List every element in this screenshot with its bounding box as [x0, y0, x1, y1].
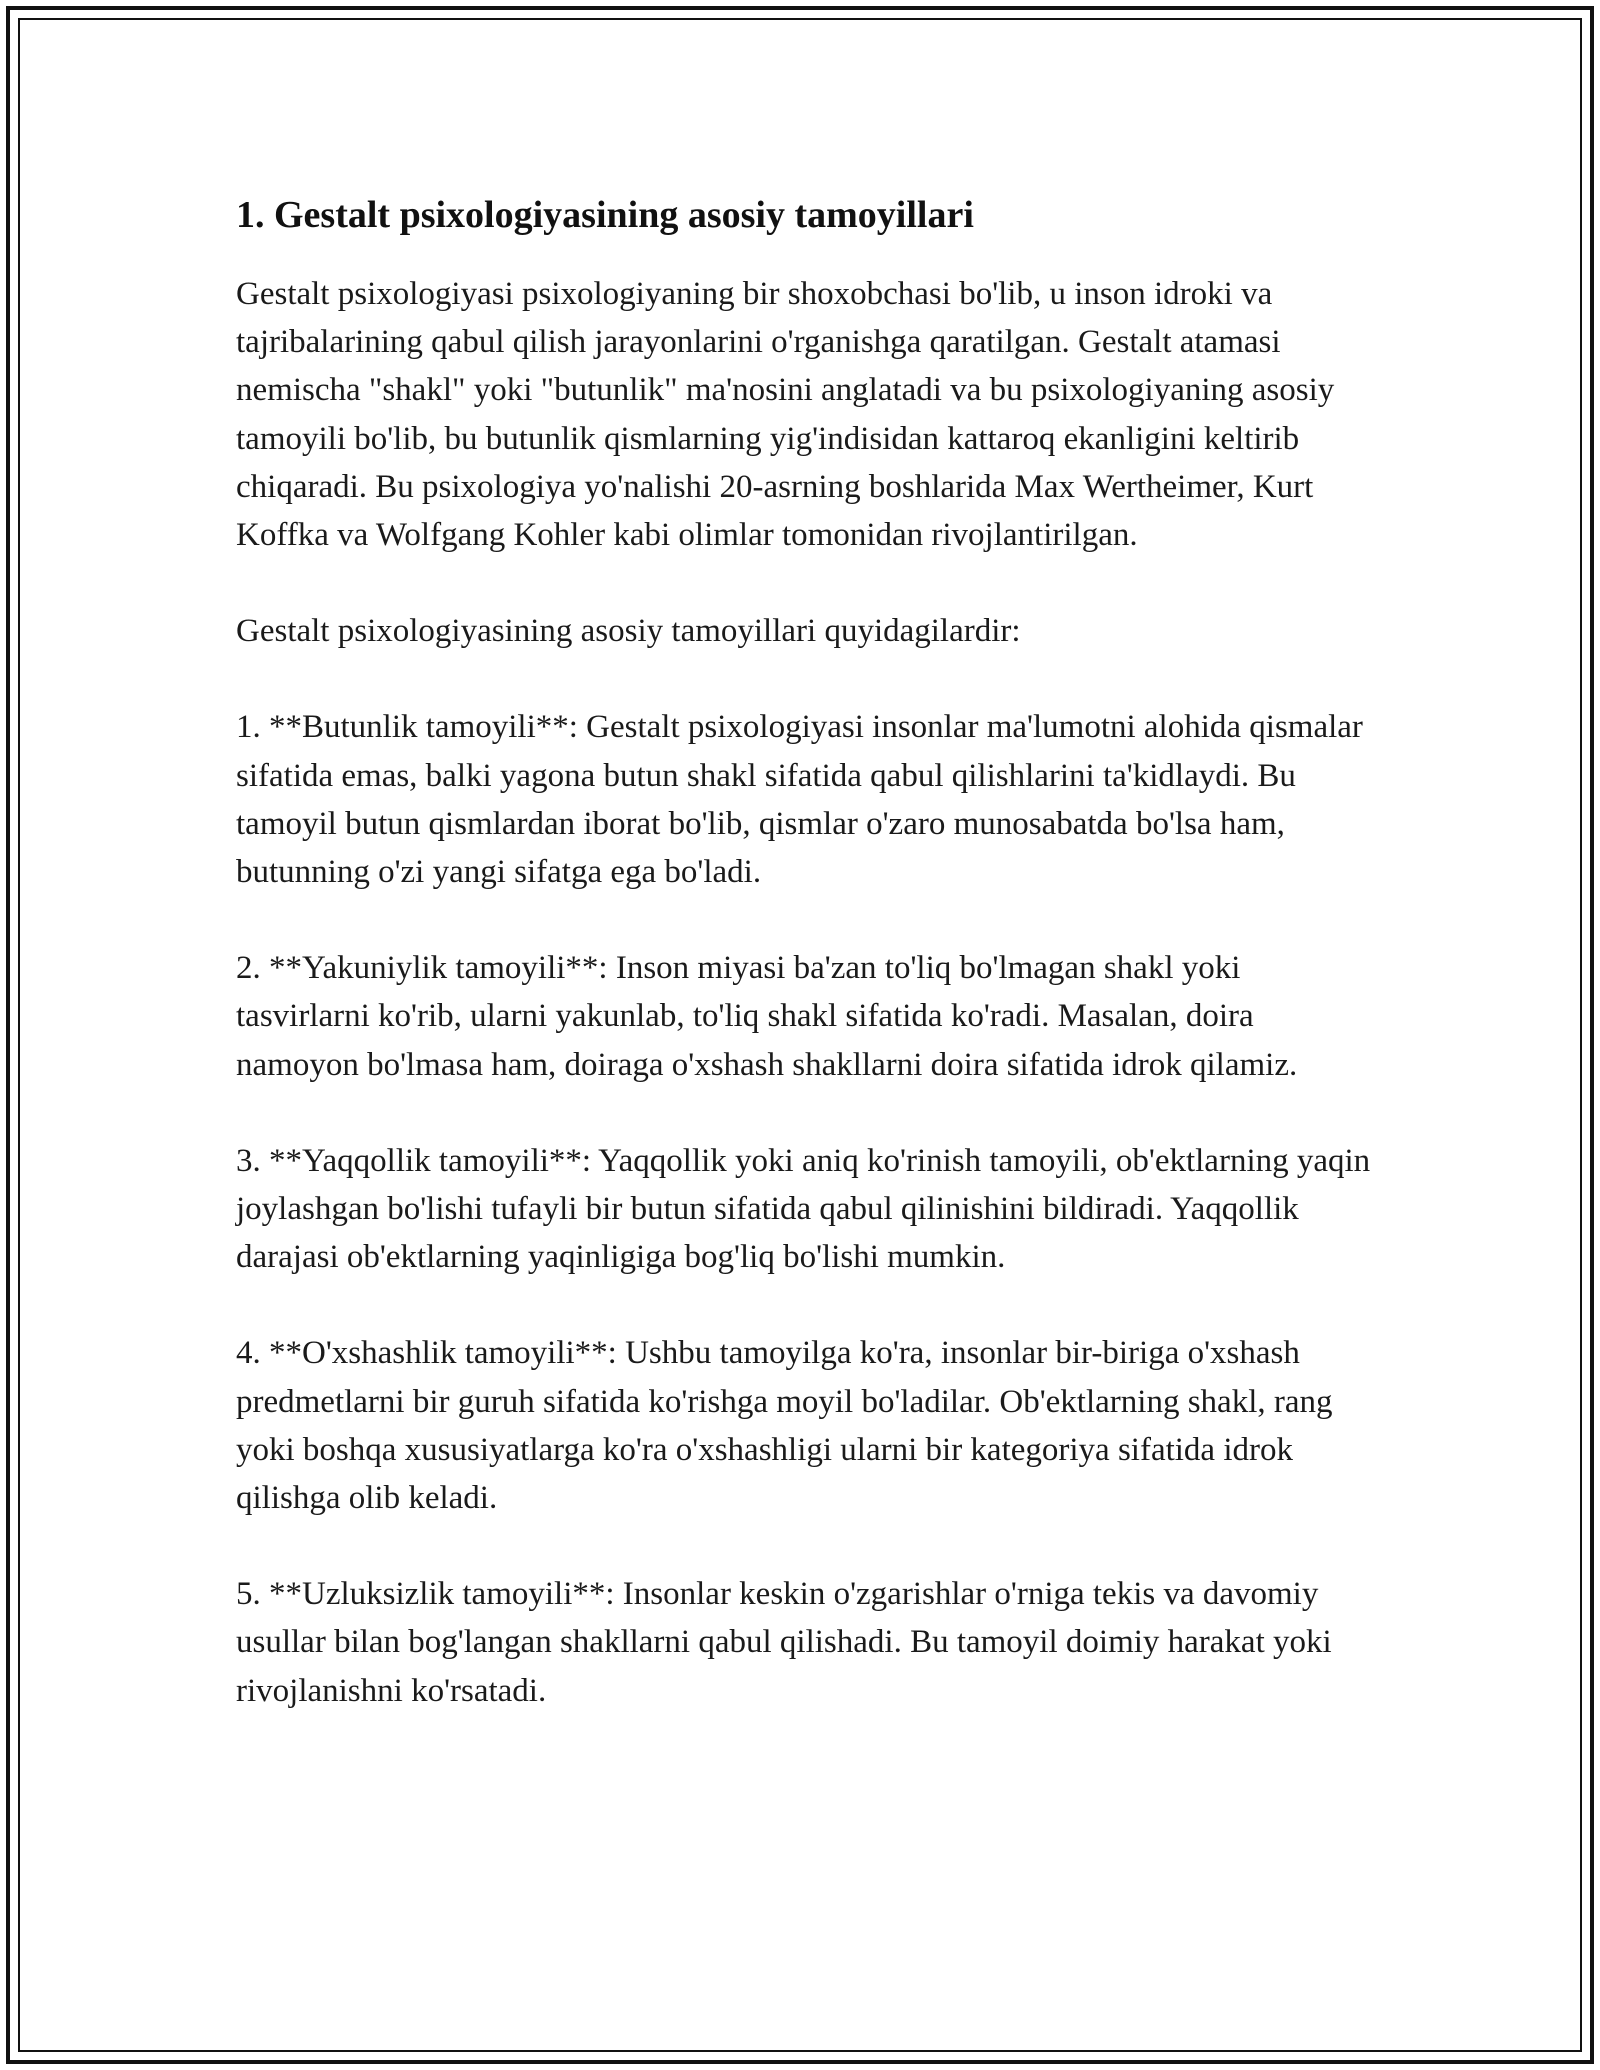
- intro-paragraph: Gestalt psixologiyasi psixologiyaning bir shoxobchasi bo'lib, u inson idroki va tajribalarining qabul qilish jarayonlarini o'rganishga qaratilgan. Gestalt atamasi nemischa "shakl" yoki "butunlik" ma'nosini anglatadi va bu psixologiyaning asosiy tamoyili bo'lib, bu butunlik qismlarning yig'indisidan kattaroq ekanligini keltirib chiqaradi. Bu psixologiya yo'nalishi 20-asrning boshlarida Max Wertheimer, Kurt Koffka va Wolfgang Kohler kabi olimlar tomonidan rivojlantirilgan.: [236, 276, 1335, 554]
- document-body: [236, 186, 1376, 1715]
- principles-lead-paragraph: Gestalt psixologiyasining asosiy tamoyillari quyidagilardir:: [236, 613, 1021, 650]
- principle-1-paragraph: 1. **Butunlik tamoyili**: Gestalt psixologiyasi insonlar ma'lumotni alohida qismalar sifatida emas, balki yagona butun shakl sifatida qabul qilishlarini ta'kidlaydi. Bu tamoyil butun qismlardan iborat bo'lib, qismlar o'zaro munosabatda bo'lsa ham, butunning o'zi yangi sifatga ega bo'ladi.: [236, 709, 1363, 891]
- principle-5-paragraph: 5. **Uzluksizlik tamoyili**: Insonlar keskin o'zgarishlar o'rniga tekis va davomiy usullar bilan bog'langan shakllarni qabul qilishadi. Bu tamoyil doimiy harakat yoki rivojlanishni ko'rsatadi.: [236, 1576, 1332, 1709]
- document-title: 1. Gestalt psixologiyasining asosiy tamoyillari: [236, 194, 974, 236]
- principle-2-paragraph: 2. **Yakuniylik tamoyili**: Inson miyasi ba'zan to'liq bo'lmagan shakl yoki tasvirlarni ko'rib, ularni yakunlab, to'liq shakl sifatida ko'radi. Masalan, doira namoyon bo'lmasa ham, doiraga o'xshash shakllarni doira sifatida idrok qilamiz.: [236, 950, 1298, 1083]
- principle-4-paragraph: 4. **O'xshashlik tamoyili**: Ushbu tamoyilga ko'ra, insonlar bir-biriga o'xshash predmetlarni bir guruh sifatida ko'rishga moyil bo'ladilar. Ob'ektlarning shakl, rang yoki boshqa xususiyatlarga ko'ra o'xshashligi ularni bir kategoriya sifatida idrok qilishga olib keladi.: [236, 1335, 1333, 1517]
- principle-3-paragraph: 3. **Yaqqollik tamoyili**: Yaqqollik yoki aniq ko'rinish tamoyili, ob'ektlarning yaqin joylashgan bo'lishi tufayli bir butun sifatida qabul qilinishini bildiradi. Yaqqollik darajasi ob'ektlarning yaqinligiga bog'liq bo'lishi mumkin.: [236, 1142, 1371, 1276]
